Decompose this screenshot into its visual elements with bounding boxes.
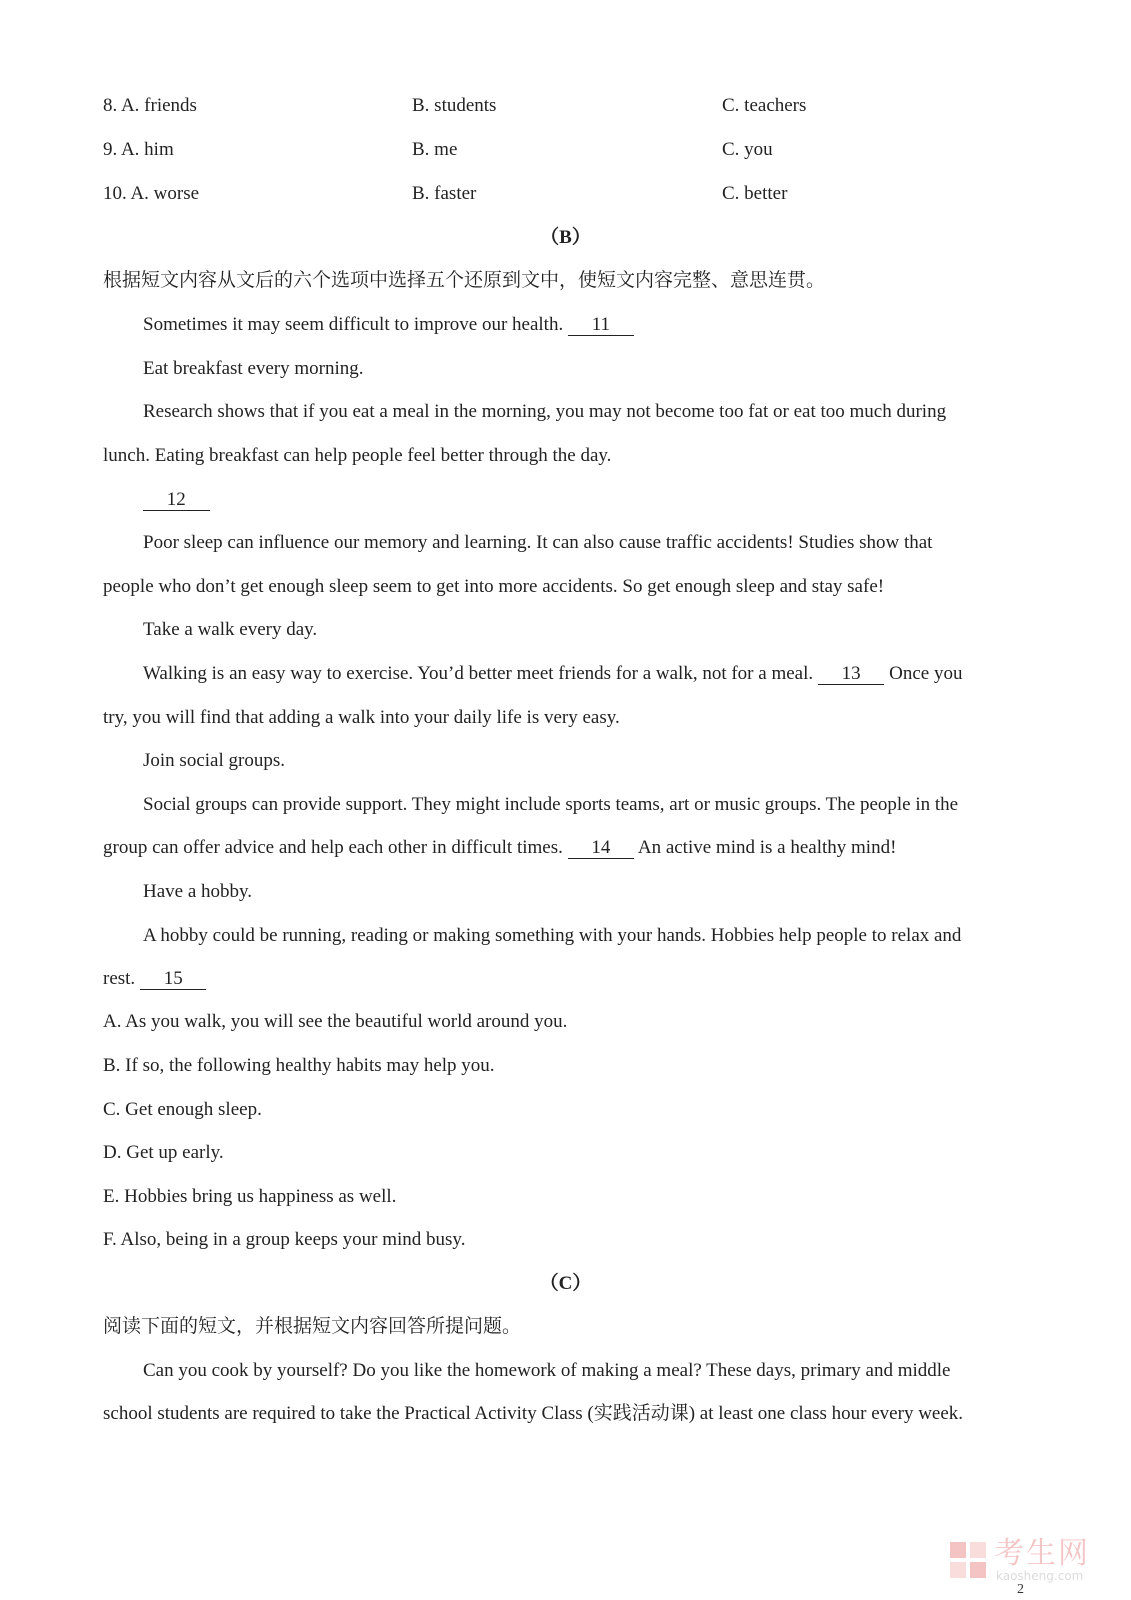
- option-a: 10. A. worse: [103, 183, 200, 204]
- choice-b: B. If so, the following healthy habits may help you.: [103, 1055, 495, 1076]
- paragraph-social-line1: Social groups can provide support. They might include sports teams, art or music groups. The people in the: [143, 794, 959, 815]
- section-b-instruction: 根据短文内容从文后的六个选项中选择五个还原到文中，使短文内容完整、意思连贯。: [103, 270, 826, 291]
- paragraph-breakfast-line2: lunch. Eating breakfast can help people feel better through the day.: [103, 445, 612, 466]
- blank-12: 12: [143, 489, 210, 511]
- paragraph-c-line1: Can you cook by yourself? Do you like the homework of making a meal? These days, primary and middle: [143, 1360, 951, 1381]
- choice-f: F. Also, being in a group keeps your mind busy.: [103, 1229, 466, 1250]
- option-c: C. you: [722, 139, 773, 160]
- section-c-title: （C）: [539, 1273, 592, 1294]
- watermark-url: kaosheng.com: [996, 1569, 1084, 1583]
- choice-a: A. As you walk, you will see the beautiful world around you.: [103, 1011, 568, 1032]
- watermark: [948, 1536, 1113, 1584]
- paragraph-intro: Sometimes it may seem difficult to improve our health. 11: [143, 313, 634, 337]
- section-b-title: （B）: [540, 227, 591, 248]
- heading-breakfast: Eat breakfast every morning.: [143, 358, 364, 379]
- choice-e: E. Hobbies bring us happiness as well.: [103, 1186, 397, 1207]
- paragraph-breakfast-line1: Research shows that if you eat a meal in the morning, you may not become too fat or eat too much during: [143, 401, 947, 422]
- paragraph-hobby-line2: rest. 15: [103, 967, 206, 991]
- page-number: 2: [1017, 1582, 1024, 1597]
- paragraph-social-line2: group can offer advice and help each other in difficult times. 14 An active mind is a healthy mind!: [103, 837, 897, 858]
- watermark-logo-icon: [948, 1540, 988, 1580]
- blank-11: 11: [568, 314, 634, 336]
- paragraph-sleep-line1: Poor sleep can influence our memory and learning. It can also cause traffic accidents! Studies show that: [143, 532, 933, 553]
- option-a: 8. A. friends: [103, 95, 197, 116]
- option-c: C. better: [722, 183, 788, 204]
- choice-c: C. Get enough sleep.: [103, 1099, 262, 1120]
- option-c: C. teachers: [722, 95, 807, 116]
- heading-walk: Take a walk every day.: [143, 619, 318, 640]
- paragraph-sleep-line2: people who don’t get enough sleep seem to get into more accidents. So get enough sleep and stay safe!: [103, 576, 885, 597]
- section-c-instruction: 阅读下面的短文，并根据短文内容回答所提问题。: [103, 1316, 522, 1337]
- blank-12-line: [143, 488, 210, 512]
- blank-14: 14: [568, 837, 635, 859]
- watermark-text: 考生网: [994, 1536, 1090, 1571]
- option-a: 9. A. him: [103, 139, 174, 160]
- paragraph-walk-line1: Walking is an easy way to exercise. You’d better meet friends for a walk, not for a meal. 13 Once you: [143, 663, 963, 684]
- blank-13: 13: [818, 663, 885, 685]
- blank-15: 15: [140, 968, 207, 990]
- option-b: B. students: [412, 95, 497, 116]
- option-b: B. faster: [412, 183, 477, 204]
- heading-social: Join social groups.: [143, 750, 285, 771]
- heading-hobby: Have a hobby.: [143, 881, 253, 902]
- option-b: B. me: [412, 139, 458, 160]
- paragraph-c-line2: school students are required to take the Practical Activity Class (实践活动课) at least one class hour every week.: [103, 1403, 964, 1424]
- paragraph-hobby-line1: A hobby could be running, reading or making something with your hands. Hobbies help people to relax and: [143, 925, 962, 946]
- choice-d: D. Get up early.: [103, 1142, 224, 1163]
- paragraph-walk-line2: try, you will find that adding a walk into your daily life is very easy.: [103, 707, 620, 728]
